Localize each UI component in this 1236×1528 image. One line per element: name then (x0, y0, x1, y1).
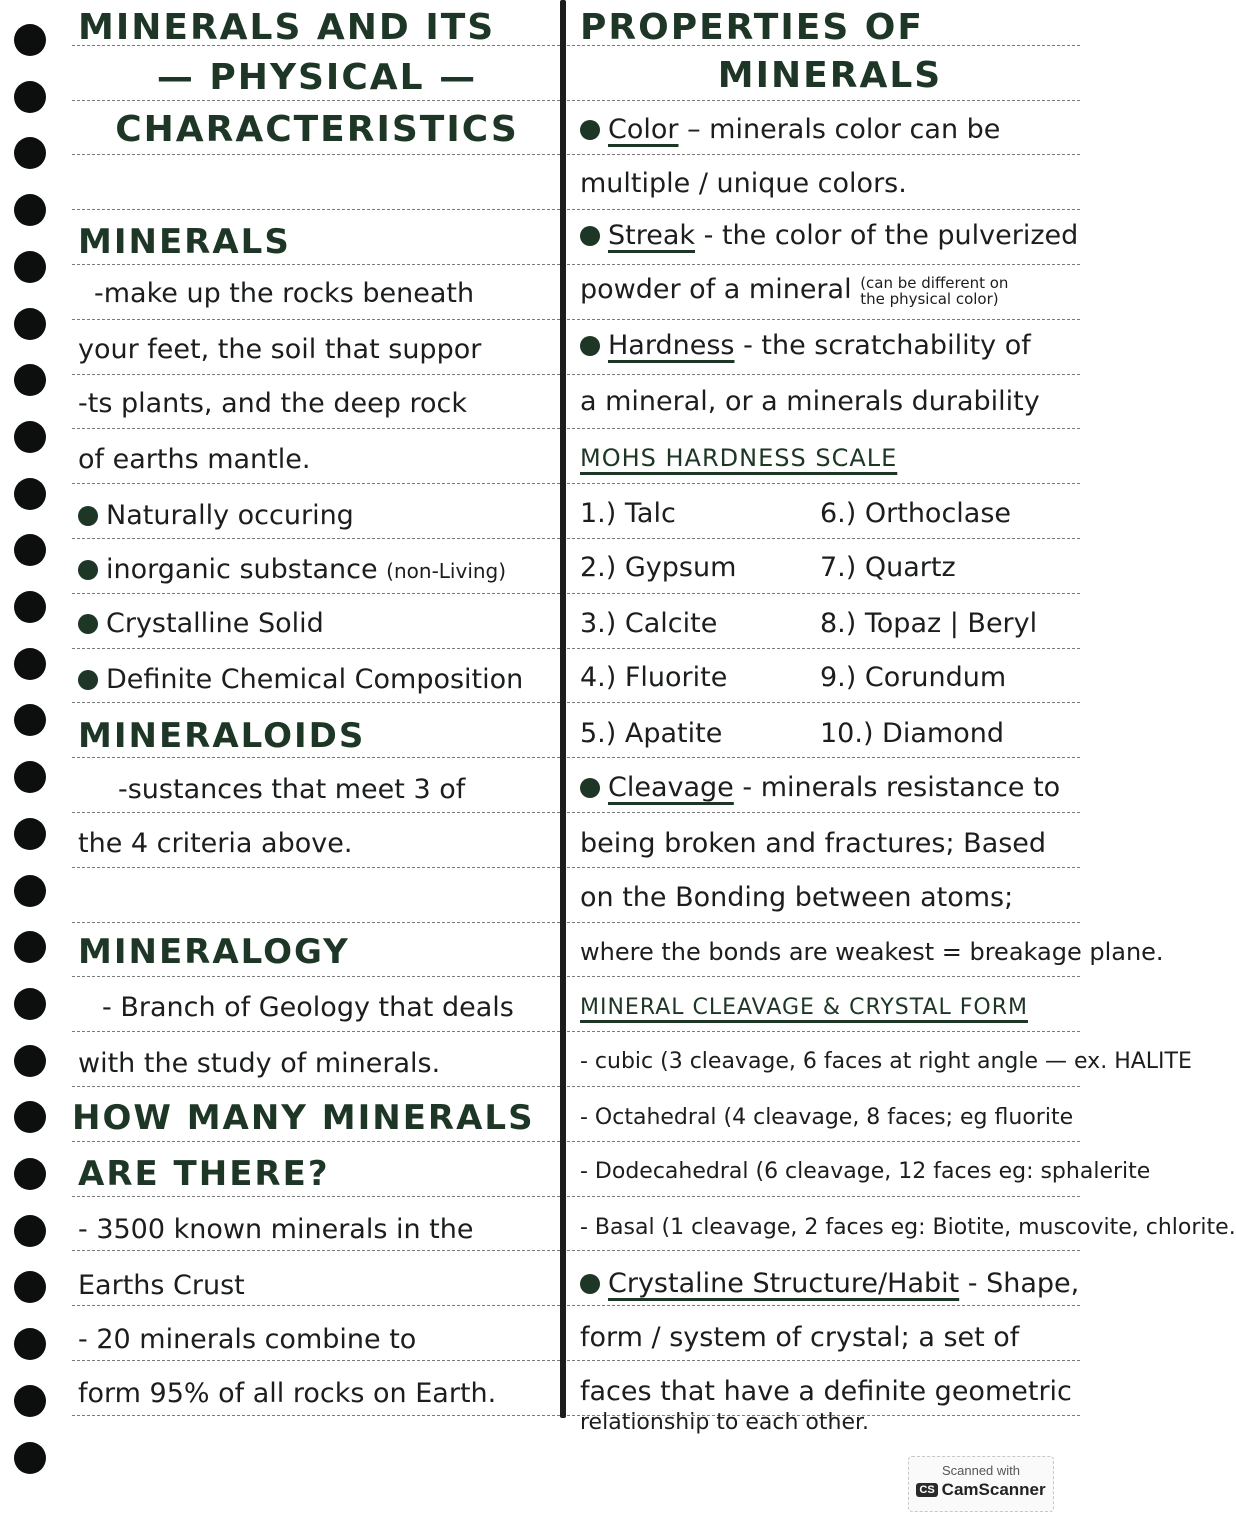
bullet-dot (580, 226, 600, 246)
binder-hole (14, 648, 46, 680)
mohs-row (580, 596, 1080, 648)
binder-hole (14, 1328, 46, 1360)
crystal-structure-def: - Shape, (959, 1268, 1080, 1299)
scanner-watermark (908, 1456, 1054, 1512)
criterion-item (78, 652, 556, 704)
hardness-cont: a mineral, or a minerals durability (580, 386, 1040, 417)
mohs-item: 9.) Corundum (820, 662, 1007, 693)
camscanner-logo-icon: CS (916, 1483, 937, 1497)
criterion-text: Crystalline Solid (106, 608, 324, 639)
binder-hole (14, 1045, 46, 1077)
binder-hole (14, 591, 46, 623)
binder-hole (14, 1215, 46, 1247)
bullet-dot (580, 778, 600, 798)
minerals-heading: MINERALS (78, 222, 291, 262)
binder-hole (14, 1385, 46, 1417)
crystal-structure-property (580, 1256, 1080, 1308)
watermark-line-2 (909, 1480, 1053, 1500)
crystal-form-item: - Dodecahedral (6 cleavage, 12 faces eg: sphalerite (580, 1159, 1151, 1184)
binder-hole (14, 818, 46, 850)
criterion-item (78, 596, 556, 648)
mohs-item: 3.) Calcite (580, 608, 718, 639)
how-many-def-1: - 3500 known minerals in the (78, 1214, 474, 1245)
mohs-item: 8.) Topaz | Beryl (820, 608, 1038, 639)
hardness-def: - the scratchability of (734, 330, 1031, 361)
column-divider (560, 0, 566, 1418)
color-cont: multiple / unique colors. (580, 168, 907, 199)
right-title-line-2: MINERALS (717, 55, 943, 96)
mohs-row (580, 650, 1080, 702)
color-def: – minerals color can be (678, 114, 1001, 145)
mohs-item: 10.) Diamond (820, 718, 1004, 749)
mohs-item: 1.) Talc (580, 498, 676, 529)
bullet-dot (78, 506, 98, 526)
how-many-def-3: - 20 minerals combine to (78, 1324, 417, 1355)
crystal-structure-term: Crystaline Structure/Habit (608, 1268, 960, 1299)
mineralogy-def-2: with the study of minerals. (78, 1048, 441, 1079)
crystal-form-item: - Basal (1 cleavage, 2 faces eg: Biotite, muscovite, chlorite. (580, 1215, 1236, 1240)
binder-hole (14, 24, 46, 56)
right-title-line-1: PROPERTIES OF (580, 7, 924, 48)
criterion-item (78, 542, 556, 594)
mohs-heading (580, 430, 1080, 482)
mohs-item: 2.) Gypsum (580, 552, 737, 583)
streak-property (580, 208, 1080, 260)
cleavage-cont-2: on the Bonding between atoms; (580, 882, 1014, 913)
cleavage-form-heading-text: MINERAL CLEAVAGE & CRYSTAL FORM (580, 995, 1028, 1020)
bullet-dot (580, 1274, 600, 1294)
mohs-row (580, 706, 1080, 758)
mohs-item: 4.) Fluorite (580, 662, 728, 693)
color-property (580, 102, 1080, 154)
streak-term: Streak (608, 220, 696, 251)
binder-hole (14, 704, 46, 736)
binder-hole (14, 761, 46, 793)
cleavage-def: - minerals resistance to (733, 772, 1061, 803)
crystal-structure-cont-1: form / system of crystal; a set of (580, 1322, 1020, 1353)
bullet-dot (580, 336, 600, 356)
binder-hole (14, 194, 46, 226)
criterion-text: Definite Chemical Composition (106, 664, 524, 695)
how-many-def-2: Earths Crust (78, 1270, 245, 1301)
bullet-dot (78, 614, 98, 634)
mohs-row (580, 540, 1080, 592)
how-many-heading-1: HOW MANY MINERALS (72, 1098, 535, 1138)
mohs-heading-text: MOHS HARDNESS SCALE (580, 444, 898, 472)
streak-def: - the color of the pulverized (695, 220, 1079, 251)
streak-cont (580, 262, 1080, 314)
bullet-dot (580, 120, 600, 140)
minerals-def-2: your feet, the soil that suppor (78, 334, 482, 365)
binder-hole (14, 81, 46, 113)
hardness-property (580, 318, 1080, 370)
mineralogy-heading: MINERALOGY (78, 932, 350, 972)
bullet-dot (78, 670, 98, 690)
binder-hole (14, 137, 46, 169)
cleavage-property (580, 760, 1080, 812)
hardness-term: Hardness (608, 330, 735, 361)
watermark-line-1: Scanned with (941, 1463, 1021, 1478)
minerals-def-4: of earths mantle. (78, 444, 311, 475)
left-title-line-1: MINERALS AND ITS (78, 7, 496, 48)
binder-hole (14, 988, 46, 1020)
ruled-line (72, 976, 1080, 977)
binder-hole (14, 421, 46, 453)
mohs-item: 7.) Quartz (820, 552, 956, 583)
binder-hole (14, 251, 46, 283)
notebook-page (72, 0, 1236, 1440)
mineraloids-def-2: the 4 criteria above. (78, 828, 353, 859)
bullet-dot (78, 560, 98, 580)
minerals-def-3: -ts plants, and the deep rock (78, 388, 467, 419)
streak-cont-text: powder of a mineral (580, 274, 852, 305)
mineraloids-heading: MINERALOIDS (78, 716, 366, 756)
left-title-line-2: — PHYSICAL — (156, 57, 478, 98)
mohs-item: 5.) Apatite (580, 718, 723, 749)
streak-note: (can be different on the physical color) (860, 273, 1009, 308)
binder-hole (14, 308, 46, 340)
cleavage-cont-1: being broken and fractures; Based (580, 828, 1047, 859)
binder-hole (14, 1271, 46, 1303)
crystal-structure-cont-3: relationship to each other. (580, 1410, 870, 1435)
binder-holes (0, 0, 60, 1440)
binder-hole (14, 1442, 46, 1474)
mohs-row (580, 486, 1080, 538)
binder-hole (14, 364, 46, 396)
how-many-def-4: form 95% of all rocks on Earth. (78, 1378, 497, 1409)
crystal-structure-cont-2: faces that have a definite geometric (580, 1376, 1072, 1407)
binder-hole (14, 931, 46, 963)
binder-hole (14, 478, 46, 510)
watermark-brand: CamScanner (941, 1480, 1046, 1499)
criterion-item (78, 488, 556, 540)
mineraloids-def-1: -sustances that meet 3 of (118, 774, 466, 805)
criterion-note: (non-Living) (386, 559, 507, 583)
criterion-text: inorganic substance (106, 554, 378, 585)
left-title-line-3: CHARACTERISTICS (115, 109, 519, 150)
crystal-form-item: - Octahedral (4 cleavage, 8 faces; eg fluorite (580, 1105, 1074, 1130)
crystal-form-item: - cubic (3 cleavage, 6 faces at right angle — ex. HALITE (580, 1049, 1192, 1074)
color-term: Color (608, 114, 679, 145)
binder-hole (14, 534, 46, 566)
how-many-heading-2: ARE THERE? (78, 1154, 330, 1194)
criterion-text: Naturally occuring (106, 500, 354, 531)
cleavage-form-heading (580, 980, 1080, 1032)
binder-hole (14, 1158, 46, 1190)
cleavage-term: Cleavage (608, 772, 734, 803)
mohs-item: 6.) Orthoclase (820, 498, 1012, 529)
cleavage-cont-3: where the bonds are weakest = breakage plane. (580, 938, 1164, 966)
binder-hole (14, 875, 46, 907)
mineralogy-def-1: - Branch of Geology that deals (102, 992, 514, 1023)
minerals-def-1: -make up the rocks beneath (94, 278, 475, 309)
binder-hole (14, 1101, 46, 1133)
